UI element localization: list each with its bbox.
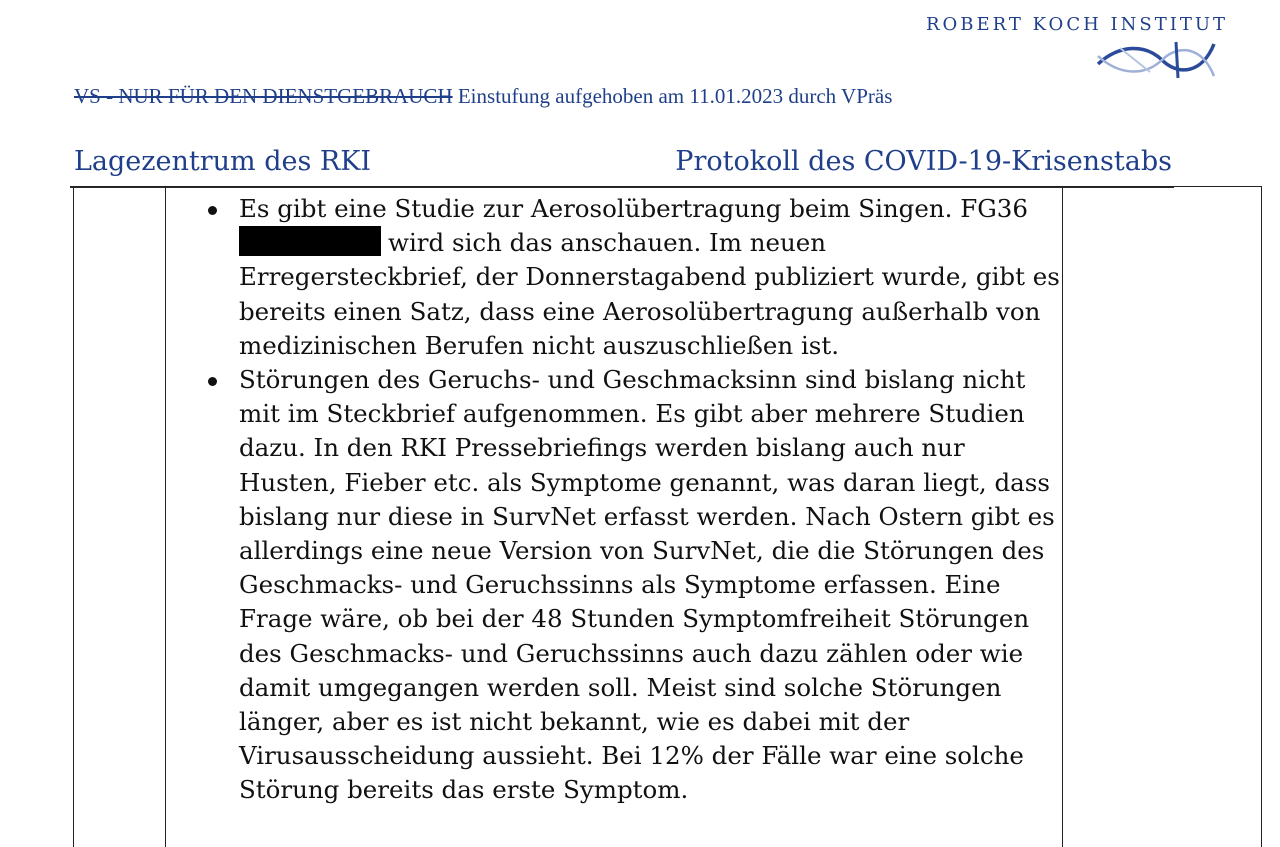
- text-line: Es gibt eine Studie zur Aerosolübertragung beim Singen. FG36: [239, 194, 1028, 223]
- text-line-with-redaction: [239, 226, 1062, 260]
- text-line: damit umgegangen werden soll. Meist sind solche Störungen: [239, 672, 1002, 702]
- document-title-row: [70, 146, 1174, 188]
- redaction-block: [239, 226, 381, 256]
- text-line: des Geschmacks- und Geruchssinns auch dazu zählen oder wie: [239, 638, 1024, 668]
- text-line: Störung bereits das erste Symptom.: [239, 775, 689, 805]
- text-line: medizinischen Berufen nicht auszuschließen ist.: [239, 330, 839, 360]
- table-column-divider: [165, 187, 166, 847]
- table-column-divider: [1062, 187, 1063, 847]
- text-line: Geschmacks- und Geruchssinns als Symptome erfassen. Eine: [239, 570, 1001, 600]
- protocol-content: [206, 192, 1062, 808]
- text-line: dazu. In den RKI Pressebriefings werden bislang auch nur: [239, 433, 965, 463]
- bullet-icon: [208, 377, 217, 386]
- bullet-item-smell-taste: [206, 363, 1062, 808]
- classification-note: Einstufung aufgehoben am 11.01.2023 durch VPräs: [457, 84, 893, 108]
- text-line: Virusausscheidung aussieht. Bei 12% der Fälle war eine solche: [239, 741, 1024, 771]
- text-line: mit im Steckbrief aufgenommen. Es gibt aber mehrere Studien: [239, 399, 1025, 429]
- department-title: Lagezentrum des RKI: [74, 146, 372, 177]
- classification-line: [74, 84, 892, 109]
- classification-struck: VS - NUR FÜR DEN DIENSTGEBRAUCH: [74, 84, 453, 108]
- text-line: allerdings eine neue Version von SurvNet, die die Störungen des: [239, 536, 1045, 566]
- text-after-redaction: wird sich das anschauen. Im neuen: [388, 228, 827, 258]
- text-line: Erregersteckbrief, der Donnerstagabend publiziert wurde, gibt es: [239, 262, 1060, 292]
- rki-helix-logo-icon: [1090, 38, 1220, 80]
- text-line: länger, aber es ist nicht bekannt, wie es dabei mit der: [239, 707, 910, 737]
- text-line: Husten, Fieber etc. als Symptome genannt, was daran liegt, dass: [239, 467, 1050, 497]
- bullet-item-aerosol: [206, 192, 1062, 363]
- text-line: bereits einen Satz, dass eine Aerosolübertragung außerhalb von: [239, 296, 1041, 326]
- rki-logo-text: ROBERT KOCH INSTITUT: [925, 14, 1228, 35]
- bullet-icon: [208, 206, 217, 215]
- text-line: Frage wäre, ob bei der 48 Stunden Symptomfreiheit Störungen: [239, 604, 1030, 634]
- text-line: bislang nur diese in SurvNet erfasst werden. Nach Ostern gibt es: [239, 501, 1055, 531]
- protocol-title: Protokoll des COVID-19-Krisenstabs: [675, 146, 1172, 177]
- text-line: Störungen des Geruchs- und Geschmacksinn sind bislang nicht: [239, 365, 1026, 395]
